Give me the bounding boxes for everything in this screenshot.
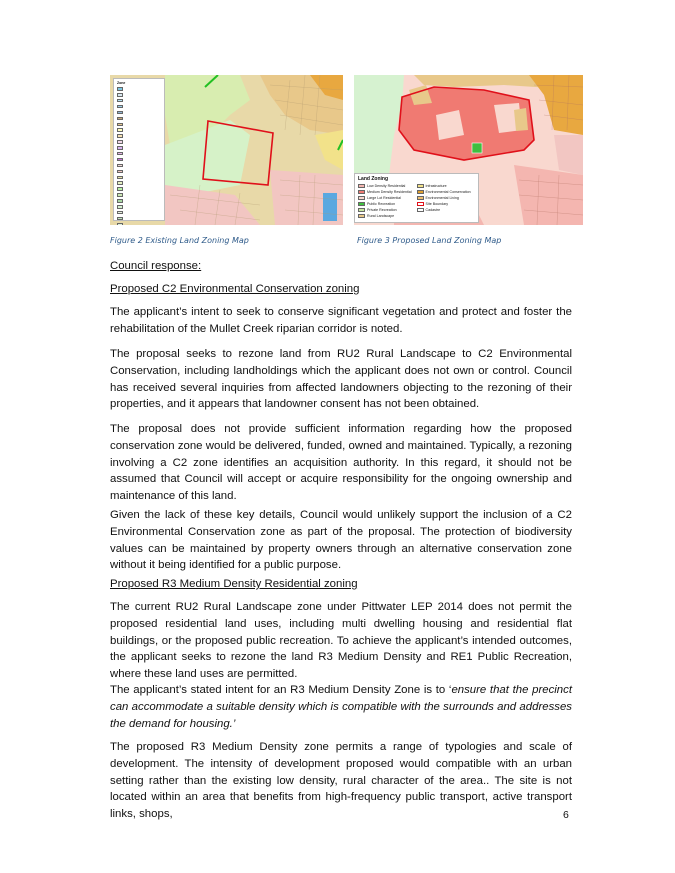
legend-swatch (117, 164, 123, 168)
legend-swatch (117, 134, 123, 138)
legend-swatch (117, 170, 123, 174)
council-response-heading: Council response: (110, 260, 202, 272)
legend-swatch (117, 123, 123, 127)
legend-title: Land Zoning (358, 176, 388, 182)
legend-swatch (117, 181, 123, 185)
paragraph: Given the lack of these key details, Council would unlikely support the inclusion of a C2 Environmental Conservation zone as part of the proposal. The protection of biodiversity values can be maintained by property owners through an alternative conservation zone without it being identified for a public purpose. (110, 509, 572, 572)
legend-label: Environmental Conservation (425, 190, 471, 194)
legend-label: Low Density Residential (367, 184, 406, 188)
existing-zoning-map (110, 75, 343, 225)
legend-item (117, 221, 164, 225)
legend-swatch (117, 187, 123, 191)
legend-label: Site Boundary (425, 202, 449, 206)
proposed-zoning-map (354, 75, 583, 225)
c2-paragraph-2 (110, 346, 572, 413)
legend-label: Rural Landscape (367, 214, 395, 218)
c2-paragraph-4 (110, 507, 572, 574)
legend-label: Medium Density Residential (367, 190, 412, 194)
existing-map-legend (113, 78, 165, 221)
r3-paragraph-2 (110, 682, 572, 732)
page-number: 6 (563, 809, 569, 821)
paragraph: The proposed R3 Medium Density zone permits a range of typologies and scale of development. The intensity of development proposed would compatible with an urban setting rather than the existing low density, rural character of the area.. The site is not located within an area that benefits from high-frequency public transport, active transport links, shops, (110, 741, 572, 821)
figure-3-caption: Figure 3 Proposed Land Zoning Map (357, 236, 502, 245)
legend-swatch (117, 111, 123, 115)
paragraph (110, 682, 572, 732)
paragraph: The current RU2 Rural Landscape zone under Pittwater LEP 2014 does not permit the proposed residential land uses, including multi dwelling housing and residential flat buildings, or the proposed public recreation. To achieve the applicant’s intended outcomes, the applicant seeks to rezone the land R3 Medium Density and RE1 Public Recreation, where these land uses are permitted. (110, 601, 572, 681)
legend-label: Private Recreation (367, 208, 397, 212)
legend-swatch (117, 140, 123, 144)
paragraph-lead: The applicant’s stated intent for an R3 Medium Density Zone is to ‘ (110, 684, 452, 696)
c2-paragraph-1 (110, 304, 572, 338)
legend-swatch (358, 208, 365, 212)
legend-swatch (117, 176, 123, 180)
legend-swatch (117, 223, 123, 225)
r3-paragraph-3 (110, 739, 572, 823)
paragraph: The proposal does not provide sufficient information regarding how the proposed conservation zone would be delivered, funded, owned and maintained. Typically, a rezoning involving a C2 zone identifies an acquisition authority. In this regard, it should not be assumed that Council will accept or acquire responsibility for the ongoing ownership and maintenance of this land. (110, 423, 572, 503)
legend-column-2 (417, 183, 476, 219)
r3-heading-block (110, 576, 572, 593)
legend-label: Cadastre (425, 208, 441, 212)
r3-heading: Proposed R3 Medium Density Residential zoning (110, 578, 358, 590)
legend-swatch (358, 196, 365, 200)
legend-label: Public Recreation (367, 202, 396, 206)
paragraph: The proposal seeks to rezone land from RU2 Rural Landscape to C2 Environmental Conservation, including landholdings which the applicant does not own or control. Council has received several inquiries from affected landowners objecting to the rezoning of their properties, and it appears that landowner consent has not been obtained. (110, 348, 572, 411)
section-heading (110, 258, 572, 275)
legend-label: Infrastructure (425, 184, 447, 188)
quoted-intent: ensure that the precinct can accommodate a suitable density which is compatible with the surrounds and addresses the demand for housing.’ (110, 684, 572, 730)
legend-swatch (117, 158, 123, 162)
c2-heading-block (110, 281, 572, 298)
legend-swatch (417, 196, 424, 200)
legend-swatch (117, 105, 123, 109)
legend-swatch (117, 199, 123, 203)
figure-2-caption: Figure 2 Existing Land Zoning Map (110, 236, 249, 245)
legend-column-1 (358, 183, 417, 219)
legend-swatch (358, 190, 365, 194)
legend-swatch (117, 93, 123, 97)
legend-swatch (117, 99, 123, 103)
legend-swatch (117, 87, 123, 91)
paragraph: The applicant’s intent to seek to conserve significant vegetation and protect and foster the rehabilitation of the Mullet Creek riparian corridor is noted. (110, 306, 572, 335)
legend-swatch (117, 211, 123, 215)
legend-swatch (417, 184, 424, 188)
c2-heading: Proposed C2 Environmental Conservation zoning (110, 283, 360, 295)
legend-label: Large Lot Residential (367, 196, 401, 200)
legend-swatch (358, 214, 365, 218)
legend-title: Zone (117, 81, 126, 85)
legend-swatch (417, 202, 424, 206)
legend-swatch (358, 202, 365, 206)
legend-swatch (117, 128, 123, 132)
legend-item (358, 213, 417, 219)
legend-swatch (417, 208, 424, 212)
legend-swatch (358, 184, 365, 188)
c2-paragraph-3 (110, 421, 572, 505)
legend-swatch (117, 146, 123, 150)
legend-swatch (117, 117, 123, 121)
legend-swatch (117, 152, 123, 156)
legend-swatch (117, 205, 123, 209)
legend-swatch (117, 217, 123, 221)
r3-paragraph-1 (110, 599, 572, 683)
legend-swatch (117, 193, 123, 197)
legend-swatch (417, 190, 424, 194)
legend-item (417, 207, 476, 213)
legend-label: Environmental Living (425, 196, 459, 200)
proposed-map-legend (354, 173, 479, 223)
